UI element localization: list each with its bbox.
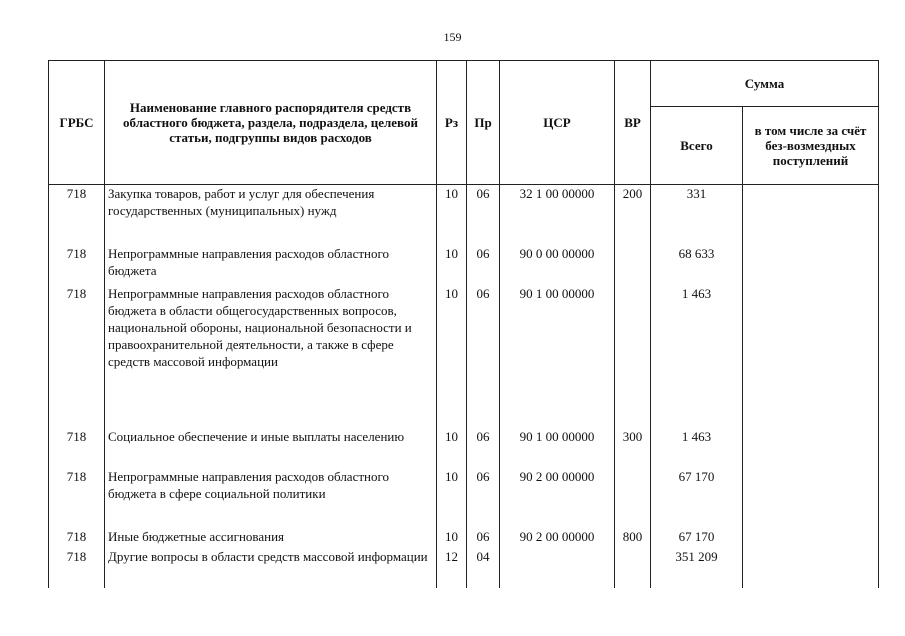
table-row — [49, 285, 879, 428]
cell-total: 67 170 — [651, 468, 743, 528]
header-name: Наименование главного распорядителя средств областного бюджета, раздела, подраздела, целевой статьи, подгруппы видов расходов — [105, 61, 437, 185]
cell-free — [743, 528, 879, 548]
cell-pr: 06 — [467, 428, 500, 468]
cell-pr: 06 — [467, 245, 500, 285]
header-vr: ВР — [615, 61, 651, 185]
cell-name: Закупка товаров, работ и услуг для обеспечения государственных (муниципальных) нужд — [105, 185, 437, 245]
cell-free — [743, 185, 879, 245]
cell-csr: 90 0 00 00000 — [500, 245, 615, 285]
cell-name: Непрограммные направления расходов областного бюджета в сфере социальной политики — [105, 468, 437, 528]
cell-free — [743, 285, 879, 428]
cell-grbs: 718 — [49, 528, 105, 548]
cell-csr: 90 1 00 00000 — [500, 285, 615, 428]
cell-total: 331 — [651, 185, 743, 245]
cell-free — [743, 468, 879, 528]
cell-name: Другие вопросы в области средств массовой информации — [105, 548, 437, 588]
cell-vr — [615, 285, 651, 428]
cell-pr: 06 — [467, 528, 500, 548]
cell-total: 68 633 — [651, 245, 743, 285]
cell-grbs: 718 — [49, 468, 105, 528]
cell-vr — [615, 245, 651, 285]
cell-rz: 10 — [437, 285, 467, 428]
cell-vr: 300 — [615, 428, 651, 468]
budget-table — [48, 60, 879, 588]
cell-free — [743, 428, 879, 468]
cell-rz: 10 — [437, 528, 467, 548]
table-row — [49, 428, 879, 468]
table-row — [49, 245, 879, 285]
cell-free — [743, 245, 879, 285]
cell-grbs: 718 — [49, 245, 105, 285]
header-sum: Сумма — [651, 61, 879, 107]
table-row — [49, 468, 879, 528]
cell-name: Иные бюджетные ассигнования — [105, 528, 437, 548]
cell-pr: 06 — [467, 468, 500, 528]
cell-csr: 32 1 00 00000 — [500, 185, 615, 245]
cell-vr: 200 — [615, 185, 651, 245]
cell-vr — [615, 548, 651, 588]
cell-rz: 12 — [437, 548, 467, 588]
cell-total: 1 463 — [651, 428, 743, 468]
header-rz: Рз — [437, 61, 467, 185]
cell-rz: 10 — [437, 428, 467, 468]
cell-csr: 90 2 00 00000 — [500, 528, 615, 548]
cell-name: Непрограммные направления расходов областного бюджета в области общегосударственных вопросов, национальной обороны, национальной безопасности и правоохранительной деятельности, а также в сфере средств массовой информации — [105, 285, 437, 428]
cell-grbs: 718 — [49, 185, 105, 245]
cell-csr — [500, 548, 615, 588]
cell-grbs: 718 — [49, 548, 105, 588]
header-pr: Пр — [467, 61, 500, 185]
cell-grbs: 718 — [49, 428, 105, 468]
cell-name: Социальное обеспечение и иные выплаты населению — [105, 428, 437, 468]
table-row — [49, 528, 879, 548]
cell-pr: 04 — [467, 548, 500, 588]
header-grbs: ГРБС — [49, 61, 105, 185]
header-total: Всего — [651, 107, 743, 185]
cell-name: Непрограммные направления расходов областного бюджета — [105, 245, 437, 285]
table-row — [49, 548, 879, 588]
cell-rz: 10 — [437, 468, 467, 528]
cell-vr — [615, 468, 651, 528]
cell-grbs: 718 — [49, 285, 105, 428]
cell-rz: 10 — [437, 245, 467, 285]
cell-pr: 06 — [467, 285, 500, 428]
cell-total: 1 463 — [651, 285, 743, 428]
cell-rz: 10 — [437, 185, 467, 245]
table-body — [49, 185, 879, 588]
header-free: в том числе за счёт без-возмездных поступлений — [743, 107, 879, 185]
cell-free — [743, 548, 879, 588]
header-csr: ЦСР — [500, 61, 615, 185]
cell-csr: 90 2 00 00000 — [500, 468, 615, 528]
cell-vr: 800 — [615, 528, 651, 548]
cell-csr: 90 1 00 00000 — [500, 428, 615, 468]
table-row — [49, 185, 879, 245]
cell-total: 67 170 — [651, 528, 743, 548]
cell-total: 351 209 — [651, 548, 743, 588]
cell-pr: 06 — [467, 185, 500, 245]
page-number: 159 — [443, 30, 462, 44]
